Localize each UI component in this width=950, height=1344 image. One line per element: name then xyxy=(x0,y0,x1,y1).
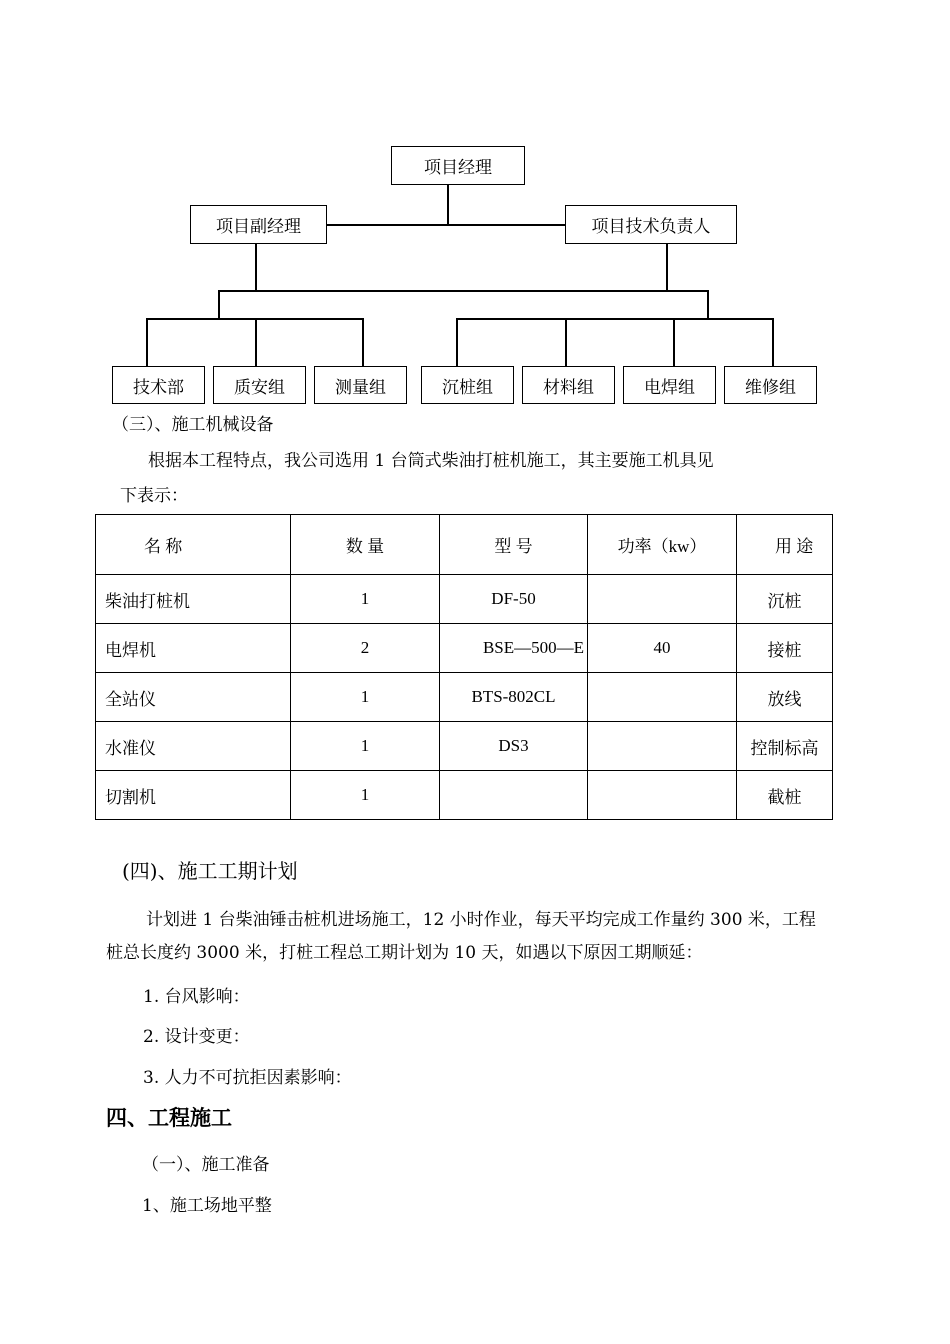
org-connector xyxy=(673,318,675,366)
table-cell: 电焊机 xyxy=(96,624,291,673)
org-box-group: 质安组 xyxy=(213,366,306,404)
table-cell: BTS-802CL xyxy=(440,673,588,722)
table-row xyxy=(96,575,833,624)
list-item: 3. 人力不可抗拒因素影响： xyxy=(143,1068,352,1088)
org-connector xyxy=(327,224,565,226)
table-cell: 切割机 xyxy=(96,771,291,820)
list-item: 1. 台风影响： xyxy=(143,987,250,1007)
org-connector xyxy=(218,290,220,320)
equipment-table xyxy=(95,514,833,820)
org-connector xyxy=(362,318,364,366)
table-cell: 接桩 xyxy=(737,624,833,673)
paragraph-line: 桩总长度约 3000 米，打桩工程总工期计划为 10 天，如遇以下原因工期顺延： xyxy=(106,943,703,963)
table-cell xyxy=(588,673,737,722)
org-connector xyxy=(255,318,257,366)
table-cell xyxy=(588,575,737,624)
table-cell: 全站仪 xyxy=(96,673,291,722)
table-row xyxy=(96,624,833,673)
subsection-heading: （一）、施工准备 xyxy=(142,1155,270,1175)
table-cell: 1 xyxy=(291,771,440,820)
org-box-tech-lead: 项目技术负责人 xyxy=(565,205,737,244)
table-row xyxy=(96,722,833,771)
paragraph-line: 下表示： xyxy=(120,486,188,506)
section-heading: （三）、施工机械设备 xyxy=(112,415,274,435)
org-box-group: 技术部 xyxy=(112,366,205,404)
table-cell: 水准仪 xyxy=(96,722,291,771)
org-connector xyxy=(146,318,362,320)
table-cell xyxy=(588,722,737,771)
org-box-group: 测量组 xyxy=(314,366,407,404)
org-connector xyxy=(707,290,709,320)
table-cell: 1 xyxy=(291,722,440,771)
table-row xyxy=(96,771,833,820)
table-cell: 放线 xyxy=(737,673,833,722)
subsection-heading: 1、施工场地平整 xyxy=(142,1196,272,1216)
org-box-group: 沉桩组 xyxy=(421,366,514,404)
org-connector xyxy=(456,318,458,366)
table-cell: BSE—500—E xyxy=(440,624,588,673)
org-connector xyxy=(666,244,668,291)
chapter-heading: 四、工程施工 xyxy=(106,1105,232,1130)
org-connector xyxy=(456,318,772,320)
table-cell: 1 xyxy=(291,673,440,722)
org-connector xyxy=(772,318,774,366)
section-heading: (四)、施工工期计划 xyxy=(122,859,298,883)
table-cell: DF-50 xyxy=(440,575,588,624)
org-box-group: 维修组 xyxy=(724,366,817,404)
table-header-cell: 数 量 xyxy=(291,515,440,575)
paragraph-line: 根据本工程特点，我公司选用 1 台筒式柴油打桩机施工，其主要施工机具见 xyxy=(148,451,714,471)
table-cell: DS3 xyxy=(440,722,588,771)
table-cell xyxy=(588,771,737,820)
org-box-project-manager: 项目经理 xyxy=(391,146,525,185)
table-cell: 40 xyxy=(588,624,737,673)
org-box-group: 材料组 xyxy=(522,366,615,404)
table-header-cell: 功率（kw） xyxy=(588,515,737,575)
org-box-group: 电焊组 xyxy=(623,366,716,404)
table-cell: 柴油打桩机 xyxy=(96,575,291,624)
table-cell: 2 xyxy=(291,624,440,673)
paragraph-line: 计划进 1 台柴油锤击桩机进场施工，12 小时作业，每天平均完成工作量约 300 米，工程 xyxy=(146,910,816,930)
table-header-cell: 型 号 xyxy=(440,515,588,575)
org-connector xyxy=(146,318,148,366)
org-connector xyxy=(447,185,449,225)
table-cell: 截桩 xyxy=(737,771,833,820)
org-connector xyxy=(255,244,257,291)
org-connector xyxy=(218,290,708,292)
table-cell: 1 xyxy=(291,575,440,624)
table-header-cell: 名 称 xyxy=(96,515,291,575)
list-item: 2. 设计变更： xyxy=(143,1027,250,1047)
org-box-deputy-manager: 项目副经理 xyxy=(190,205,327,244)
table-cell: 控制标高 xyxy=(737,722,833,771)
table-header-row xyxy=(96,515,833,575)
table-cell xyxy=(440,771,588,820)
org-connector xyxy=(565,318,567,366)
table-cell: 沉桩 xyxy=(737,575,833,624)
table-row xyxy=(96,673,833,722)
table-header-cell: 用 途 xyxy=(737,515,833,575)
